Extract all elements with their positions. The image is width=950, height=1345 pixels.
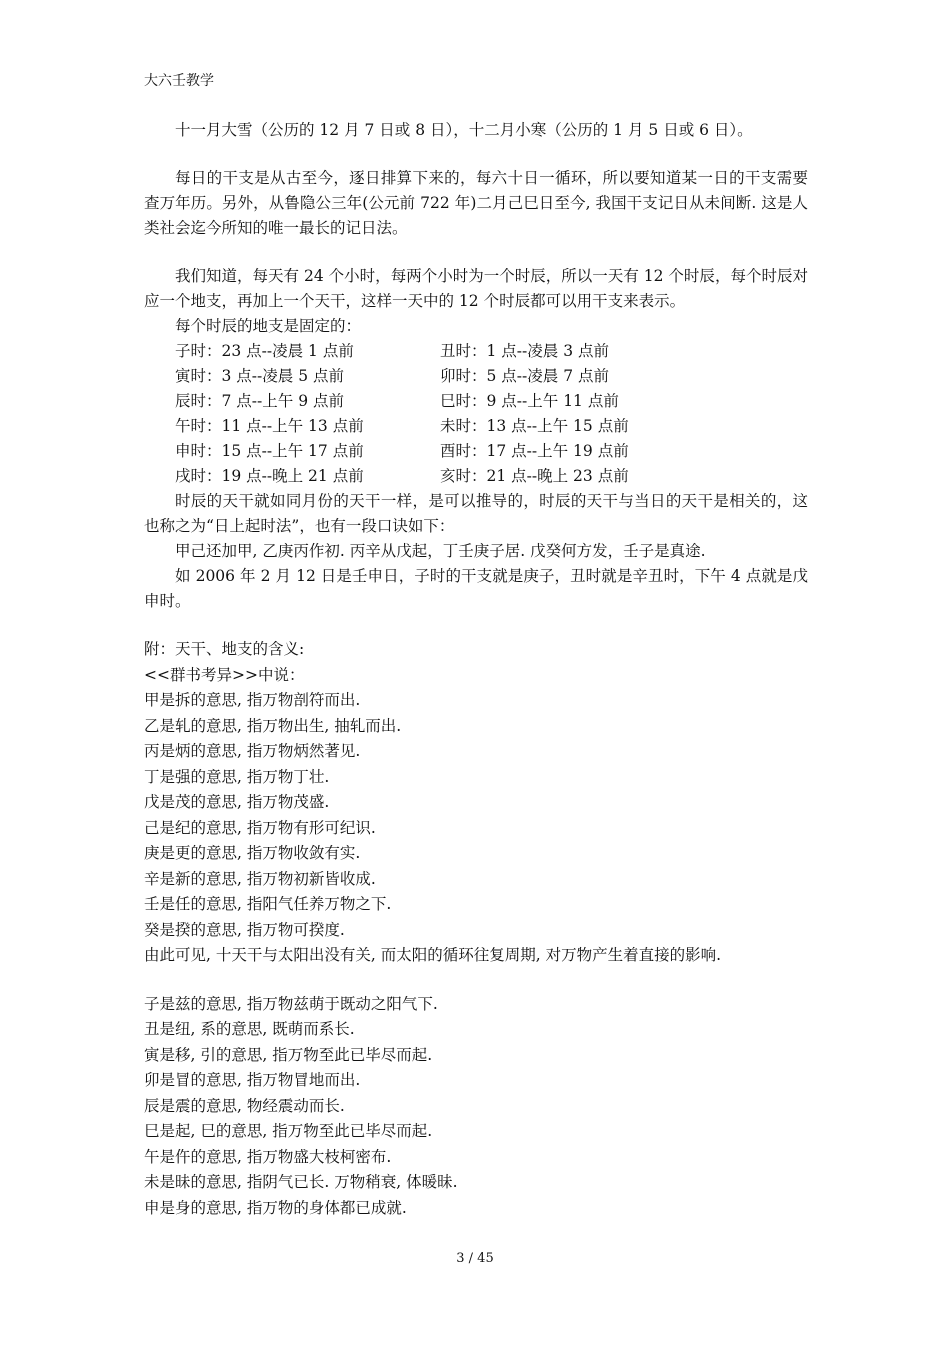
paragraph-shichen-tiangan: 时辰的天干就如同月份的天干一样，是可以推导的，时辰的天干与当日的天干是相关的，这也称之为“日上起时法”，也有一段口诀如下： [144, 492, 808, 535]
list-item: 庚是更的意思, 指万物收敛有实. [144, 844, 361, 862]
list-item: 午是仵的意思, 指万物盛大枝柯密布. [144, 1147, 392, 1166]
page-header: 大六壬教学 [144, 73, 214, 89]
paragraph-ganzhi-days: 每日的干支是从古至今，逐日排算下来的，每六十日一循环，所以要知道某一日的干支需要查万年历。另外，从鲁隐公三年(公元前 722 年)二月己巳日至今, 我国干支记日从未间断. 这是人类社会迄今所知的唯一最长的记日法。 [144, 169, 808, 237]
list-item: 申是身的意思, 指万物的身体都已成就. [144, 1198, 407, 1217]
list-item: 由此可见, 十天干与太阳出没有关, 而太阳的循环往复周期, 对万物产生着直接的影响. [144, 946, 721, 964]
shichen-cell: 未时：13 点--上午 15 点前 [440, 417, 629, 435]
list-item: 未是昧的意思, 指阴气已长. 万物稍衰, 体暖昧. [144, 1173, 458, 1191]
list-item: 丑是纽, 系的意思, 既萌而系长. [144, 1020, 355, 1038]
list-item: 卯是冒的意思, 指万物冒地而出. [144, 1071, 361, 1089]
list-item: 癸是揆的意思, 指万物可揆度. [144, 920, 345, 939]
paragraph-mnemonic: 甲己还加甲, 乙庚丙作初. 丙辛从戊起，丁壬庚子居. 戊癸何方发，壬子是真途. [175, 542, 706, 560]
list-item: 乙是轧的意思, 指万物出生, 抽轧而出. [144, 716, 402, 735]
shichen-cell: 寅时：3 点--凌晨 5 点前 [175, 367, 344, 385]
shichen-cell: 子时：23 点--凌晨 1 点前 [175, 342, 354, 360]
list-item: 壬是任的意思, 指阳气任养万物之下. [144, 895, 392, 913]
list-item: 丙是炳的意思, 指万物炳然著见. [144, 742, 361, 760]
list-item: 辰是震的意思, 物经震动而长. [144, 1096, 345, 1115]
shichen-cell: 午时：11 点--上午 13 点前 [175, 417, 364, 435]
page-number: 3 / 45 [456, 1251, 494, 1266]
list-item: 子是兹的意思, 指万物兹萌于既动之阳气下. [144, 994, 438, 1013]
list-item: 寅是移, 引的意思, 指万物至此已毕尽而起. [144, 1045, 433, 1064]
shichen-cell: 巳时：9 点--上午 11 点前 [440, 392, 619, 410]
paragraph-example: 如 2006 年 2 月 12 日是壬申日，子时的干支就是庚子，丑时就是辛丑时，下午 4 点就是戊申时。 [144, 567, 808, 610]
shichen-cell: 亥时：21 点--晚上 23 点前 [440, 467, 629, 485]
shichen-table [144, 339, 808, 489]
shichen-cell: 申时：15 点--上午 17 点前 [175, 442, 364, 460]
dizhi-list [144, 992, 808, 1222]
tiangan-list [144, 688, 808, 969]
paragraph-shichen-fixed: 每个时辰的地支是固定的： [175, 317, 362, 335]
appendix-source: <<群书考异>>中说： [144, 665, 305, 684]
shichen-cell: 丑时：1 点--凌晨 3 点前 [440, 342, 609, 360]
list-item: 戊是茂的意思, 指万物茂盛. [144, 793, 330, 811]
list-item: 辛是新的意思, 指万物初新皆收成. [144, 869, 376, 888]
shichen-cell: 卯时：5 点--凌晨 7 点前 [440, 367, 609, 385]
shichen-cell: 辰时：7 点--上午 9 点前 [175, 392, 344, 410]
list-item: 甲是拆的意思, 指万物剖符而出. [144, 691, 361, 709]
list-item: 丁是强的意思, 指万物丁壮. [144, 767, 330, 786]
paragraph-shichen-intro: 我们知道，每天有 24 个小时，每两个小时为一个时辰，所以一天有 12 个时辰，每个时辰对应一个地支，再加上一个天干，这样一天中的 12 个时辰都可以用干支来表示。 [144, 267, 808, 310]
shichen-cell: 戌时：19 点--晚上 21 点前 [175, 467, 364, 485]
list-item: 巳是起, 巳的意思, 指万物至此已毕尽而起. [144, 1122, 433, 1140]
list-item: 己是纪的意思, 指万物有形可纪识. [144, 818, 376, 837]
paragraph-solar-terms: 十一月大雪（公历的 12 月 7 日或 8 日），十二月小寒（公历的 1 月 5 日或 6 日）。 [175, 121, 753, 139]
page-content [144, 118, 808, 1221]
shichen-cell: 酉时：17 点--上午 19 点前 [440, 442, 629, 460]
appendix-title: 附：天干、地支的含义: [144, 640, 305, 658]
